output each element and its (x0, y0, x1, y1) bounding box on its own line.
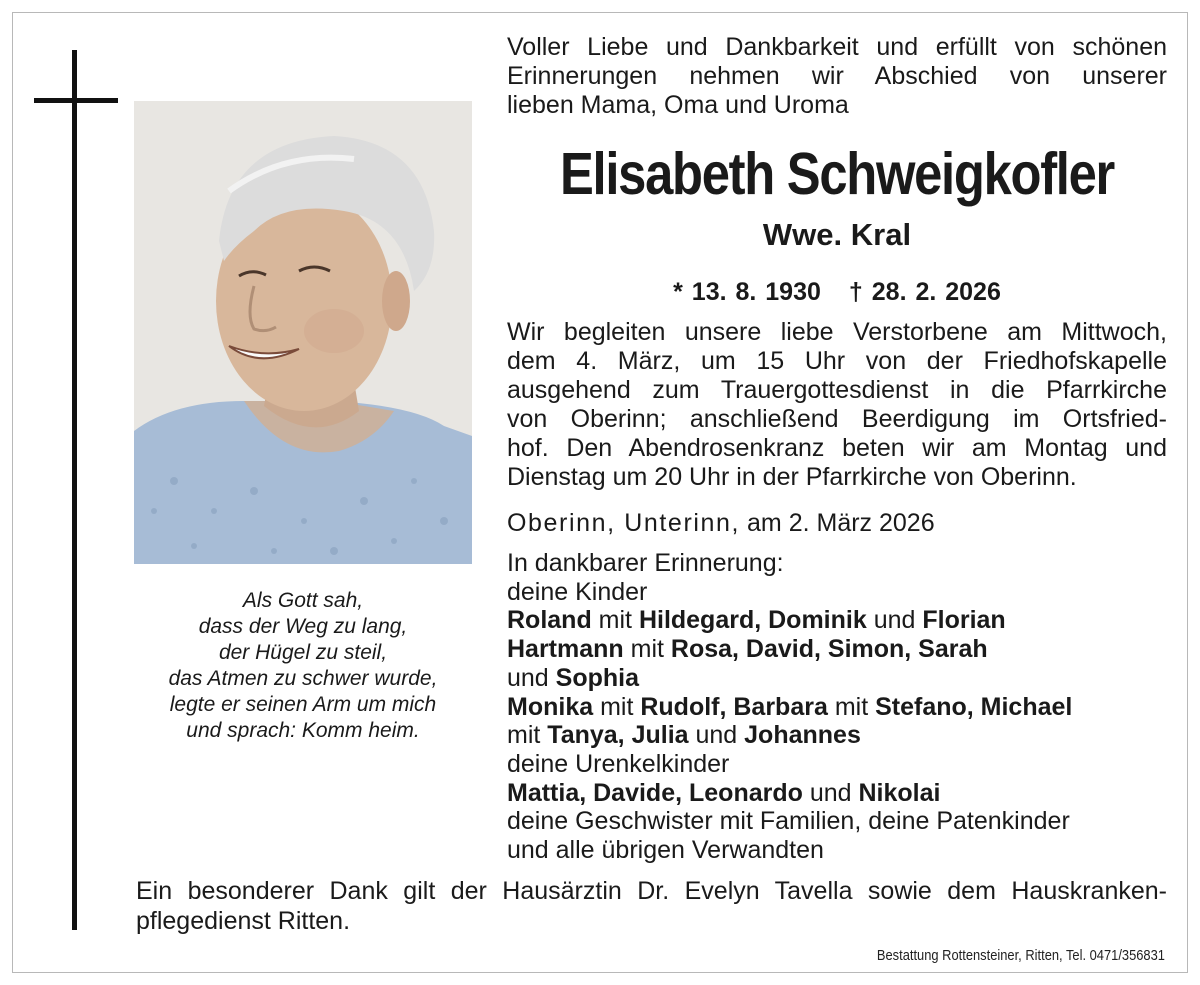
poem-line: legte er seinen Arm um mich (169, 693, 437, 716)
intro-line: Erinnerungen nehmen wir Abschied von unserer (507, 62, 1167, 90)
funeral-line: hof. Den Abendrosenkranz beten wir am Montag und (507, 434, 1167, 462)
intro-line: Voller Liebe und Dankbarkeit und erfüllt von schönen (507, 33, 1167, 61)
cross-vertical-bar (72, 50, 77, 930)
list-item: Hartmann mit Rosa, David, Simon, Sarah (507, 635, 988, 664)
funeral-home-footer: Bestattung Rottensteiner, Ritten, Tel. 0471/356831 (876, 947, 1165, 964)
thanks-line: Ein besonderer Dank gilt der Hausärztin Dr. Evelyn Tavella sowie dem Hauskranken- (136, 877, 1167, 905)
funeral-line: Dienstag um 20 Uhr in der Pfarrkirche von Oberinn. (507, 463, 1077, 491)
mourners-list (507, 549, 1167, 865)
children-label: deine Kinder (507, 577, 648, 606)
great-grandchildren-label: deine Urenkelkinder (507, 749, 730, 778)
thanks-line: pflegedienst Ritten. (136, 907, 351, 935)
life-dates (507, 276, 1167, 308)
poem-line: und sprach: Komm heim. (186, 719, 420, 742)
funeral-details (507, 318, 1167, 492)
poem-line: Als Gott sah, (242, 589, 364, 612)
list-item: Roland mit Hildegard, Dominik und Florian (507, 606, 1006, 635)
list-item: und Sophia (507, 663, 640, 692)
funeral-line: von Oberinn; anschließend Beerdigung im Ortsfried- (507, 405, 1167, 433)
relatives-line: und alle übrigen Verwandten (507, 836, 824, 865)
siblings-line: deine Geschwister mit Familien, deine Patenkinder (507, 807, 1070, 836)
funeral-line: Wir begleiten unsere liebe Verstorbene am Mittwoch, (507, 318, 1167, 346)
deceased-name: Elisabeth Schweigkofler (559, 141, 1115, 207)
poem (134, 588, 472, 744)
cross-horizontal-bar (34, 98, 118, 103)
thanks-text (136, 876, 1167, 936)
poem-line: der Hügel zu steil, (218, 641, 388, 664)
intro-text (507, 33, 1167, 120)
funeral-line: dem 4. März, um 15 Uhr von der Friedhofskapelle (507, 347, 1167, 375)
poem-line: dass der Weg zu lang, (198, 615, 408, 638)
list-item: Monika mit Rudolf, Barbara mit Stefano, Michael (507, 692, 1073, 721)
notice-date: am 2. März 2026 (740, 509, 935, 537)
list-item: Mattia, Davide, Leonardo und Nikolai (507, 778, 941, 807)
portrait-photo (134, 101, 472, 564)
place-and-date (507, 508, 1167, 538)
death-date: † 28. 2. 2026 (848, 278, 1001, 306)
list-item: mit Tanya, Julia und Johannes (507, 721, 861, 750)
birth-date: * 13. 8. 1930 (673, 278, 821, 306)
portrait-illustration (134, 101, 472, 564)
poem-line: das Atmen zu schwer wurde, (168, 667, 438, 690)
place-names: Oberinn, Unterinn, (507, 509, 741, 537)
mourners-heading: In dankbarer Erinnerung: (507, 549, 784, 577)
funeral-line: ausgehend zum Trauergottesdienst in die Pfarrkirche (507, 376, 1167, 404)
intro-line: lieben Mama, Oma und Uroma (507, 91, 849, 119)
widow-line: Wwe. Kral (762, 217, 912, 252)
